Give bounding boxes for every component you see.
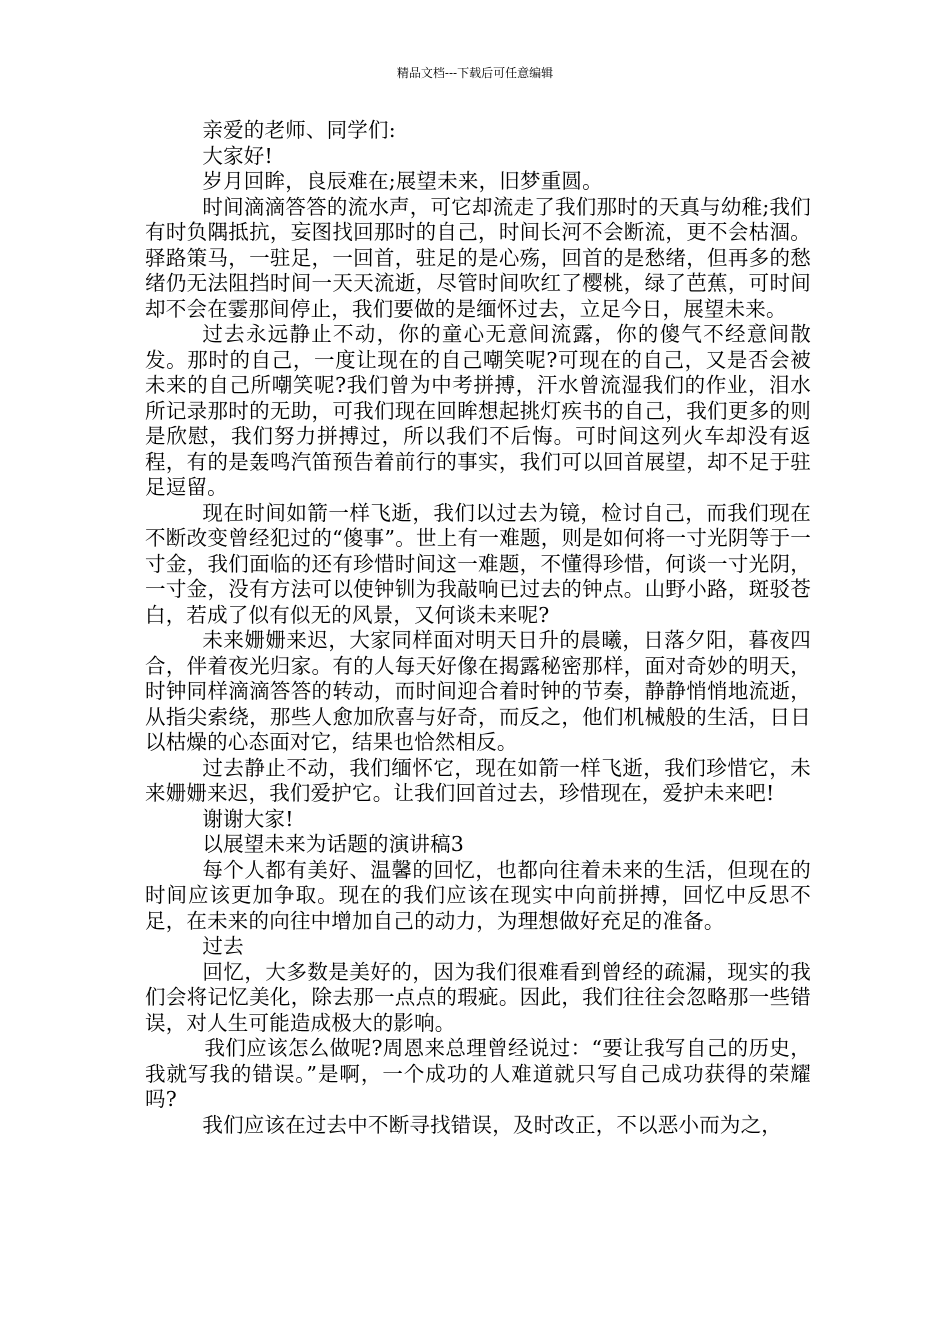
page-header: 精品文档---下载后可任意编辑 bbox=[396, 66, 554, 80]
paragraph: 我们应该在过去中不断寻找错误，及时改正，不以恶小而为之， bbox=[202, 1112, 782, 1137]
closing: 谢谢大家! bbox=[202, 806, 294, 831]
subheading: 过去 bbox=[202, 934, 244, 958]
greeting: 大家好! bbox=[202, 143, 273, 168]
document-body bbox=[145, 118, 811, 1138]
paragraph: 现在时间如箭一样飞逝，我们以过去为镜，检讨自己，而我们现在不断改变曾经犯过的“傻事”。世上有一难题，则是如何将一寸光阴等于一寸金，我们面临的还有珍惜时间这一难题，不懂得珍惜，何谈一寸光阴，一寸金，没有方法可以使钟钏为我敲响已过去的钟点。山野小路，斑驳苍白，若成了似有似无的风景，又何谈未来呢? bbox=[145, 500, 811, 627]
paragraph: 过去静止不动，我们缅怀它，现在如箭一样飞逝，我们珍惜它，未来姗姗来迟，我们爱护它。让我们回首过去，珍惜现在，爱护未来吧! bbox=[145, 755, 811, 805]
paragraph: 每个人都有美好、温馨的回忆，也都向往着未来的生活，但现在的时间应该更加争取。现在的我们应该在现实中向前拼搏，回忆中反思不足，在未来的向往中增加自己的动力，为理想做好充足的准备。 bbox=[145, 857, 811, 933]
paragraph: 时间滴滴答答的流水声，可它却流走了我们那时的天真与幼稚;我们有时负隅抵抗，妄图找回那时的自己，时间长河不会断流，更不会枯涸。驿路策马，一驻足，一回首，驻足的是心殇，回首的是愁绪，但再多的愁绪仍无法阻挡时间一天天流逝，尽管时间吹红了樱桃，绿了芭蕉，可时间却不会在霎那间停止，我们要做的是缅怀过去，立足今日，展望未来。 bbox=[145, 194, 811, 321]
section-title: 以展望未来为话题的演讲稿3 bbox=[202, 832, 465, 856]
salutation: 亲爱的老师、同学们: bbox=[202, 118, 396, 142]
paragraph: 我们应该怎么做呢?周恩来总理曾经说过：“要让我写自己的历史，我就写我的错误。”是啊，一个成功的人难道就只写自己成功获得的荣耀吗? bbox=[145, 1036, 811, 1111]
paragraph: 过去永远静止不动，你的童心无意间流露，你的傻气不经意间散发。那时的自己，一度让现在的自己嘲笑呢?可现在的自己，又是否会被未来的自己所嘲笑呢?我们曾为中考拼搏，汗水曾流湿我们的作业，泪水所记录那时的无助，可我们现在回眸想起挑灯疾书的自己，我们更多的则是欣慰，我们努力拼搏过，所以我们不后悔。可时间这列火车却没有返程，有的是轰鸣汽笛预告着前行的事实，我们可以回首展望，却不足于驻足逗留。 bbox=[145, 322, 811, 499]
paragraph: 岁月回眸，良辰难在;展望未来，旧梦重圆。 bbox=[202, 169, 603, 193]
paragraph: 回忆，大多数是美好的，因为我们很难看到曾经的疏漏，现实的我们会将记忆美化，除去那一点点的瑕疵。因此，我们往往会忽略那一些错误，对人生可能造成极大的影响。 bbox=[145, 959, 811, 1035]
paragraph: 未来姗姗来迟，大家同样面对明天日升的晨曦，日落夕阳，暮夜四合，伴着夜光归家。有的人每天好像在揭露秘密那样，面对奇妙的明天，时钟同样滴滴答答的转动，而时间迎合着时钟的节奏，静静悄悄地流逝，从指尖索绕，那些人愈加欣喜与好奇，而反之，他们机械般的生活，日日以枯燥的心态面对它，结果也恰然相反。 bbox=[145, 628, 811, 754]
